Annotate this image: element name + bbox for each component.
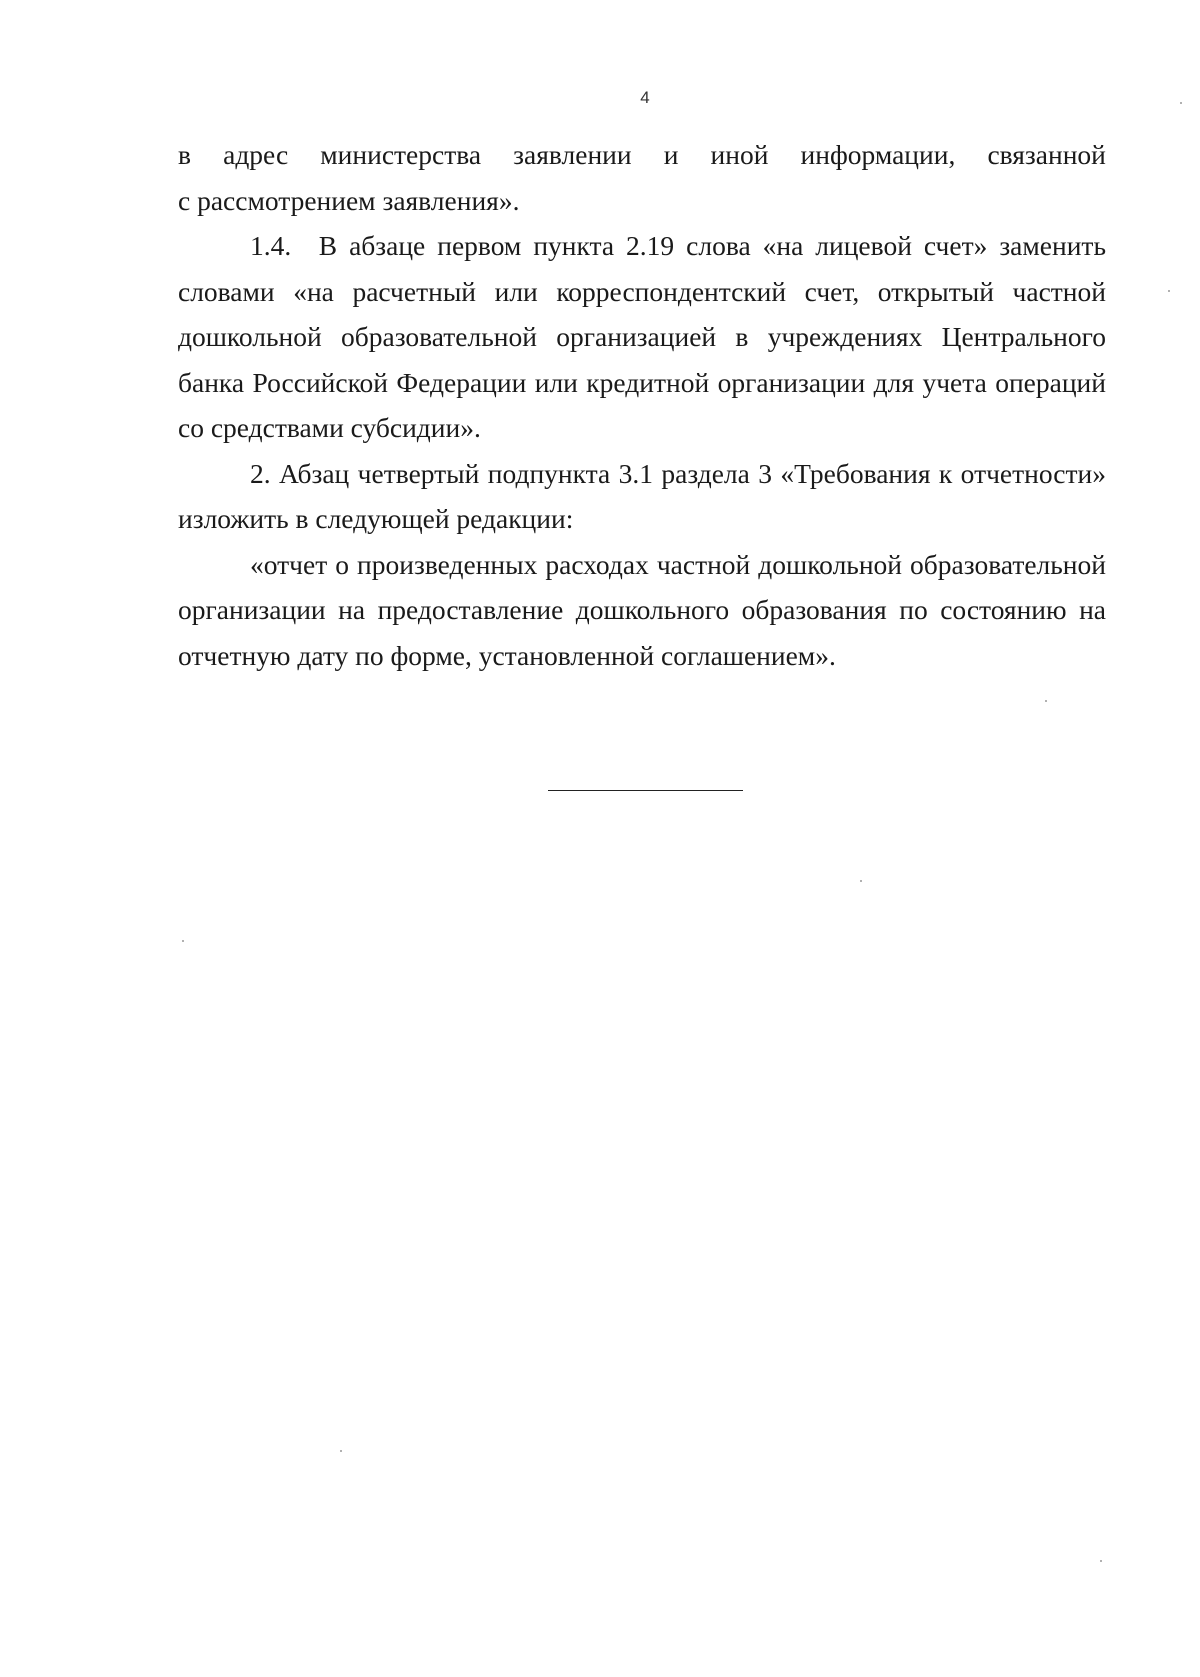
document-body xyxy=(178,132,1106,678)
scan-speck xyxy=(1045,700,1047,702)
word: министерства xyxy=(320,139,482,170)
scan-speck xyxy=(1180,102,1182,104)
word: и xyxy=(663,139,679,170)
word: в xyxy=(178,139,191,170)
scan-speck xyxy=(182,940,184,942)
word: связанной xyxy=(987,139,1106,170)
paragraph-item-2: 2. Абзац четвертый подпункта 3.1 раздела 3 «Требования к отчетности» изложить в следующей редакции: xyxy=(178,457,1106,534)
scan-speck xyxy=(860,880,862,882)
word: иной xyxy=(710,139,769,170)
scan-speck xyxy=(1168,290,1170,292)
word: информации, xyxy=(800,139,956,170)
word: заявлении xyxy=(513,139,632,170)
separator-line xyxy=(548,790,743,791)
paragraph-item-1-4: 1.4. В абзаце первом пункта 2.19 слова «на лицевой счет» заменить словами «на расчетный или корреспондентский счет, открытый частной дошкольной образовательной организацией в учреждениях Центрального банка Российской Федерации или кредитной организации для учета операций со средствами субсидии». xyxy=(178,230,1106,443)
word: адрес xyxy=(223,139,289,170)
paragraph-continuation-line xyxy=(178,132,1106,178)
scan-speck xyxy=(340,1450,342,1452)
paragraph-continuation-end: с рассмотрением заявления». xyxy=(178,184,520,216)
paragraph-quoted-text: «отчет о произведенных расходах частной дошкольной образовательной организации на предоставление дошкольного образования по состоянию на отчетную дату по форме, установленной соглашением». xyxy=(178,548,1106,671)
page-number: 4 xyxy=(640,88,650,107)
scan-speck xyxy=(1100,1560,1102,1562)
